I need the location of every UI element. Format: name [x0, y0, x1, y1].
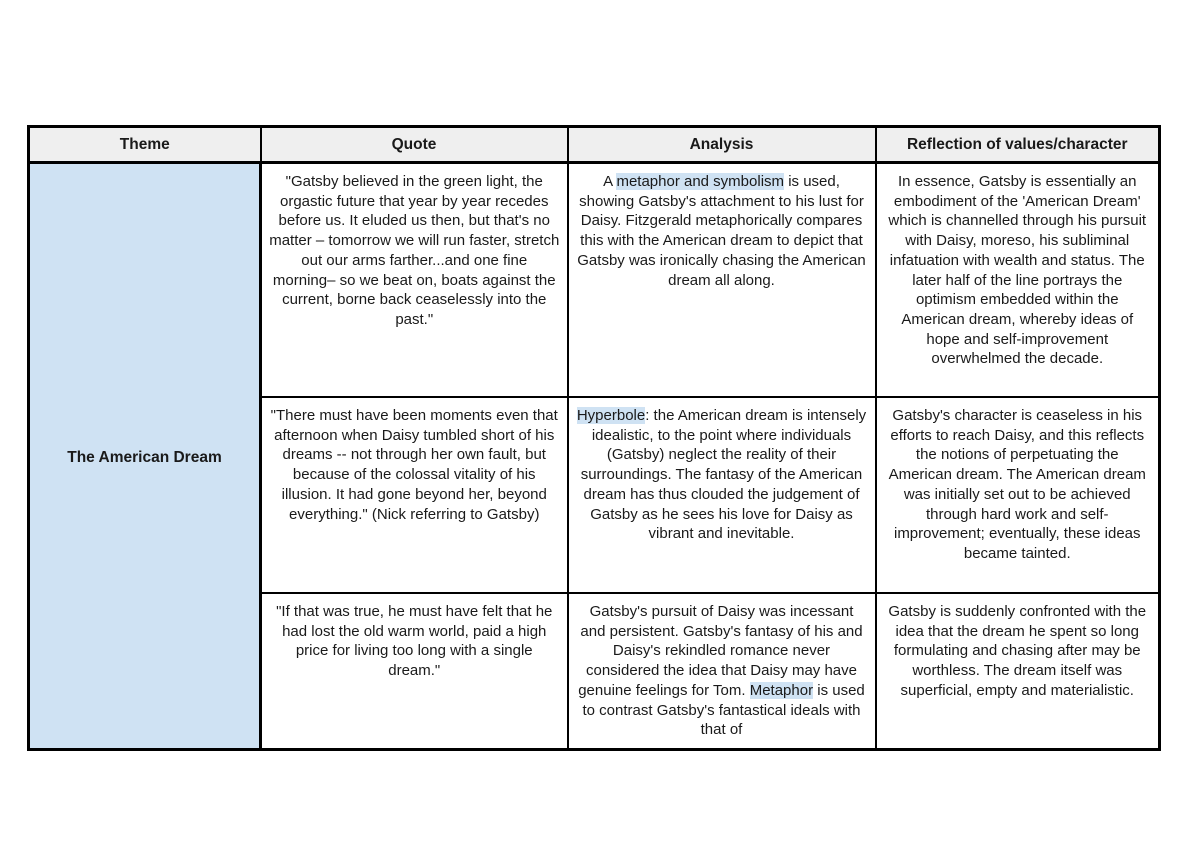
analysis-text: is used to contrast Gatsby's fantastical ideals with that of — [582, 681, 865, 739]
analysis-cell — [568, 397, 876, 593]
header-theme: Theme — [29, 127, 261, 163]
highlighted-term: Metaphor — [749, 681, 814, 699]
quote-cell: "Gatsby believed in the green light, the orgastic future that year by year recedes before us. It eluded us then, but that's no matter – tomorrow we will run faster, stretch out our arms farther...and one fine morning– so we beat on, boats against the current, borne back ceaselessly into the past." — [261, 163, 568, 398]
highlighted-term: Hyperbole — [576, 407, 646, 424]
quote-cell: "There must have been moments even that afternoon when Daisy tumbled short of his dreams -- not through her own fault, but because of the colossal vitality of his illusion. It had gone beyond her, beyond everything." (Nick referring to Gatsby) — [261, 397, 568, 593]
header-analysis: Analysis — [568, 127, 876, 163]
analysis-text: : the American dream is intensely idealistic, to the point where individuals (Gatsby) neglect the reality of their surroundings. The fantasy of the American dream has thus clouded the judgement of Gatsby as he sees his love for Daisy as vibrant and inevitable. — [580, 407, 867, 543]
theme-cell: The American Dream — [29, 163, 261, 750]
reflection-cell: Gatsby is suddenly confronted with the idea that the dream he spent so long formulating and chasing after may be worthless. The dream itself was superficial, empty and materialistic. — [876, 593, 1160, 750]
reflection-cell: Gatsby's character is ceaseless in his efforts to reach Daisy, and this reflects the notions of perpetuating the American dream. The American dream was initially set out to be achieved through hard work and self-improvement; eventually, these ideas became tainted. — [876, 397, 1160, 593]
literary-analysis-table — [27, 125, 1161, 751]
analysis-text: is used, showing Gatsby's attachment to his lust for Daisy. Fitzgerald metaphorically compares this with the American dream to depict that Gatsby was ironically chasing the American dream all along. — [577, 173, 866, 289]
quote-cell: "If that was true, he must have felt that he had lost the old warm world, paid a high price for living too long with a single dream." — [261, 593, 568, 750]
analysis-text: A — [603, 173, 617, 190]
header-row — [29, 127, 1160, 163]
reflection-cell: In essence, Gatsby is essentially an embodiment of the 'American Dream' which is channelled through his pursuit with Daisy, moreso, his subliminal infatuation with wealth and status. The later half of the line portrays the optimism embedded within the American dream, whereby ideas of hope and self-improvement overwhelmed the decade. — [876, 163, 1160, 398]
analysis-text: Gatsby's pursuit of Daisy was incessant and persistent. Gatsby's fantasy of his and Daisy's rekindled romance never considered the idea that Daisy may have genuine feelings for Tom. — [578, 603, 863, 699]
header-reflection: Reflection of values/character — [876, 127, 1160, 163]
highlighted-term: metaphor and symbolism — [616, 173, 785, 190]
table-row — [29, 163, 1160, 398]
header-quote: Quote — [261, 127, 568, 163]
analysis-cell — [568, 593, 876, 750]
document-page — [27, 125, 1158, 744]
analysis-cell — [568, 163, 876, 398]
